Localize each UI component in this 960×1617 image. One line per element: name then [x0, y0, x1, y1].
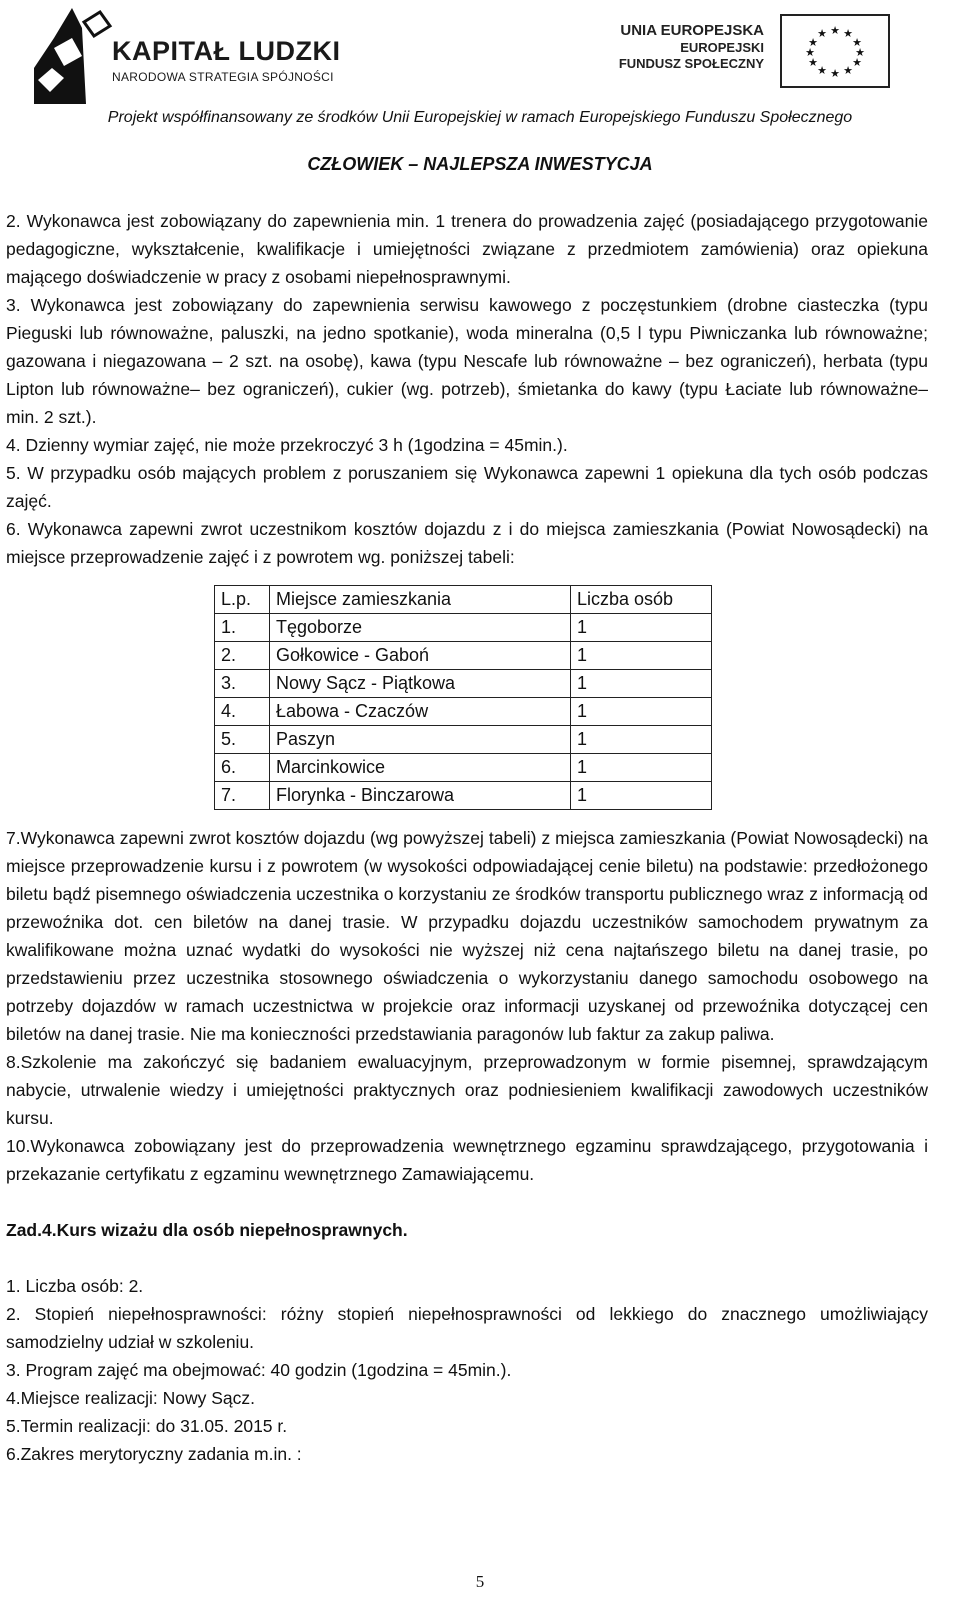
- svg-text:★: ★: [830, 67, 840, 80]
- column-header-lp: L.p.: [215, 586, 270, 614]
- svg-text:★: ★: [805, 46, 815, 59]
- table-row: [215, 642, 712, 670]
- svg-text:★: ★: [852, 36, 862, 49]
- paragraph-8: 8.Szkolenie ma zakończyć się badaniem ewaluacyjnym, przeprowadzonym w formie pisemnej, sprawdzającym nabycie, utrwalenie wiedzy i umiejętności praktycznych oraz podniesieniem kwalifikacji zawodowych uczestników kursu.: [6, 1052, 928, 1128]
- page-number: 5: [475, 1572, 485, 1591]
- table-cell: 1: [571, 614, 712, 642]
- column-header-count: Liczba osób: [571, 586, 712, 614]
- paragraph-2: 2. Wykonawca jest zobowiązany do zapewnienia min. 1 trenera do prowadzenia zajęć (posiadającego przygotowanie pedagogiczne, wykształcenie, kwalifikacje i umiejętności związane z przedmiotem zamówienia) oraz opiekuna mającego doświadczenie w pracy z osobami niepełnosprawnymi.: [6, 211, 928, 287]
- table-row: [215, 614, 712, 642]
- table-row: [215, 698, 712, 726]
- paragraph-3: 3. Wykonawca jest zobowiązany do zapewnienia serwisu kawowego z poczęstunkiem (drobne ciasteczka (typu Pieguski lub równoważne, paluszki, na jedno spotkanie), woda mineralna (0,5 l typu Piwniczanka lub równoważne; gazowana i niegazowana – 2 szt. na osobę), kawa (typu Nescafe lub równoważne – bez ograniczeń), herbata (typu Lipton lub równoważne– bez ograniczeń), cukier (wg. potrzeb), śmietanka do kawy (typu Łaciate lub równoważne– min. 2 szt.).: [6, 295, 928, 427]
- table-cell: 2.: [215, 642, 270, 670]
- paragraph-5: 5. W przypadku osób mających problem z poruszaniem się Wykonawca zapewni 1 opiekuna dla tych osób podczas zajęć.: [6, 463, 928, 511]
- svg-text:★: ★: [852, 56, 862, 69]
- document-body: [6, 207, 928, 1468]
- zad4-item-4: 4.Miejsce realizacji: Nowy Sącz.: [6, 1388, 255, 1408]
- document-header: [0, 0, 960, 190]
- svg-text:★: ★: [843, 27, 853, 40]
- table-cell: 6.: [215, 754, 270, 782]
- eu-line-3: FUNDUSZ SPOŁECZNY: [618, 55, 764, 71]
- table-cell: 1: [571, 754, 712, 782]
- table-cell: 1: [571, 726, 712, 754]
- eu-line-2: EUROPEJSKI: [680, 40, 764, 55]
- paragraph-6: 6. Wykonawca zapewni zwrot uczestnikom kosztów dojazdu z i do miejsca zamieszkania (Powiat Nowosądecki) na miejsce przeprowadzenie zajęć i z powrotem wg. poniższej tabeli:: [6, 519, 928, 567]
- brand-subtitle: NARODOWA STRATEGIA SPÓJNOŚCI: [112, 70, 334, 84]
- brand-title: KAPITAŁ LUDZKI: [112, 36, 341, 66]
- table-cell: 7.: [215, 782, 270, 810]
- svg-text:★: ★: [817, 27, 827, 40]
- eu-line-1: UNIA EUROPEJSKA: [620, 22, 764, 39]
- paragraph-10: 10.Wykonawca zobowiązany jest do przeprowadzenia wewnętrznego egzaminu sprawdzającego, przygotowania i przekazanie certyfikatu z egzaminu wewnętrznego Zamawiającemu.: [6, 1136, 928, 1184]
- cofinancing-note: Projekt współfinansowany ze środków Unii Europejskiej w ramach Europejskiego Funduszu Społecznego: [107, 109, 853, 126]
- table-row: [215, 782, 712, 810]
- table-cell: Gołkowice - Gaboń: [270, 642, 571, 670]
- paragraph-4: 4. Dzienny wymiar zajęć, nie może przekroczyć 3 h (1godzina = 45min.).: [6, 435, 568, 455]
- zad4-item-6: 6.Zakres merytoryczny zadania m.in. :: [6, 1444, 302, 1464]
- spacer: [6, 1244, 928, 1272]
- table-cell: 1.: [215, 614, 270, 642]
- zad4-item-1: 1. Liczba osób: 2.: [6, 1276, 144, 1296]
- svg-text:★: ★: [808, 36, 818, 49]
- svg-text:★: ★: [855, 46, 865, 59]
- kapital-ludzki-logo-icon: [24, 8, 114, 104]
- table-cell: 1: [571, 782, 712, 810]
- residence-table: [214, 585, 712, 810]
- table-header-row: [215, 586, 712, 614]
- table-cell: Nowy Sącz - Piątkowa: [270, 670, 571, 698]
- column-header-place: Miejsce zamieszkania: [270, 586, 571, 614]
- table-row: [215, 726, 712, 754]
- table-cell: Marcinkowice: [270, 754, 571, 782]
- zad4-item-5: 5.Termin realizacji: do 31.05. 2015 r.: [6, 1416, 288, 1436]
- table-cell: 4.: [215, 698, 270, 726]
- eu-label: [619, 22, 764, 71]
- table-cell: Florynka - Binczarowa: [270, 782, 571, 810]
- table-cell: Paszyn: [270, 726, 571, 754]
- spacer: [6, 1188, 928, 1216]
- eu-flag-icon: [780, 14, 890, 88]
- table-cell: Łabowa - Czaczów: [270, 698, 571, 726]
- header-motto: CZŁOWIEK – NAJLEPSZA INWESTYCJA: [307, 154, 653, 174]
- table-cell: 5.: [215, 726, 270, 754]
- svg-text:★: ★: [843, 64, 853, 77]
- svg-text:★: ★: [830, 24, 840, 37]
- zad4-item-2: 2. Stopień niepełnosprawności: różny stopień niepełnosprawności od lekkiego do znacznego umożliwiający samodzielny udział w szkoleniu.: [6, 1304, 928, 1352]
- zad4-item-3: 3. Program zajęć ma obejmować: 40 godzin (1godzina = 45min.).: [6, 1360, 512, 1380]
- paragraph-7: 7.Wykonawca zapewni zwrot kosztów dojazdu (wg powyższej tabeli) z miejsca zamieszkania (Powiat Nowosądecki) na miejsce przeprowadzenie kursu i z powrotem (w wysokości odpowiadającej cenie biletu) na podstawie: przedłożonego biletu bądź pisemnego oświadczenia uczestnika o korzystaniu ze środków transportu publicznego wraz z informacją od przewoźnika dot. cen biletów na danej trasie. W przypadku dojazdu uczestników samochodem prywatnym za kwalifikowane można uznać wydatki do wysokości nie wyższej niż cena najtańszego biletu na danej trasie, po przedstawieniu przez uczestnika stosownego oświadczenia o wykorzystaniu danego samochodu osobowego na potrzeby dojazdów w ramach uczestnictwa w projekcie oraz informacji uzyskanej od przewoźnika dotyczącej cen biletów na danej trasie. Nie ma konieczności przedstawiania paragonów lub faktur za zakup paliwa.: [6, 828, 928, 1044]
- table-row: [215, 754, 712, 782]
- table-cell: 3.: [215, 670, 270, 698]
- table-cell: 1: [571, 698, 712, 726]
- table-row: [215, 670, 712, 698]
- svg-text:★: ★: [817, 64, 827, 77]
- svg-text:★: ★: [808, 56, 818, 69]
- table-cell: Tęgoborze: [270, 614, 571, 642]
- table-cell: 1: [571, 670, 712, 698]
- section-heading-zad4: Zad.4.Kurs wizażu dla osób niepełnosprawnych.: [6, 1220, 408, 1240]
- table-cell: 1: [571, 642, 712, 670]
